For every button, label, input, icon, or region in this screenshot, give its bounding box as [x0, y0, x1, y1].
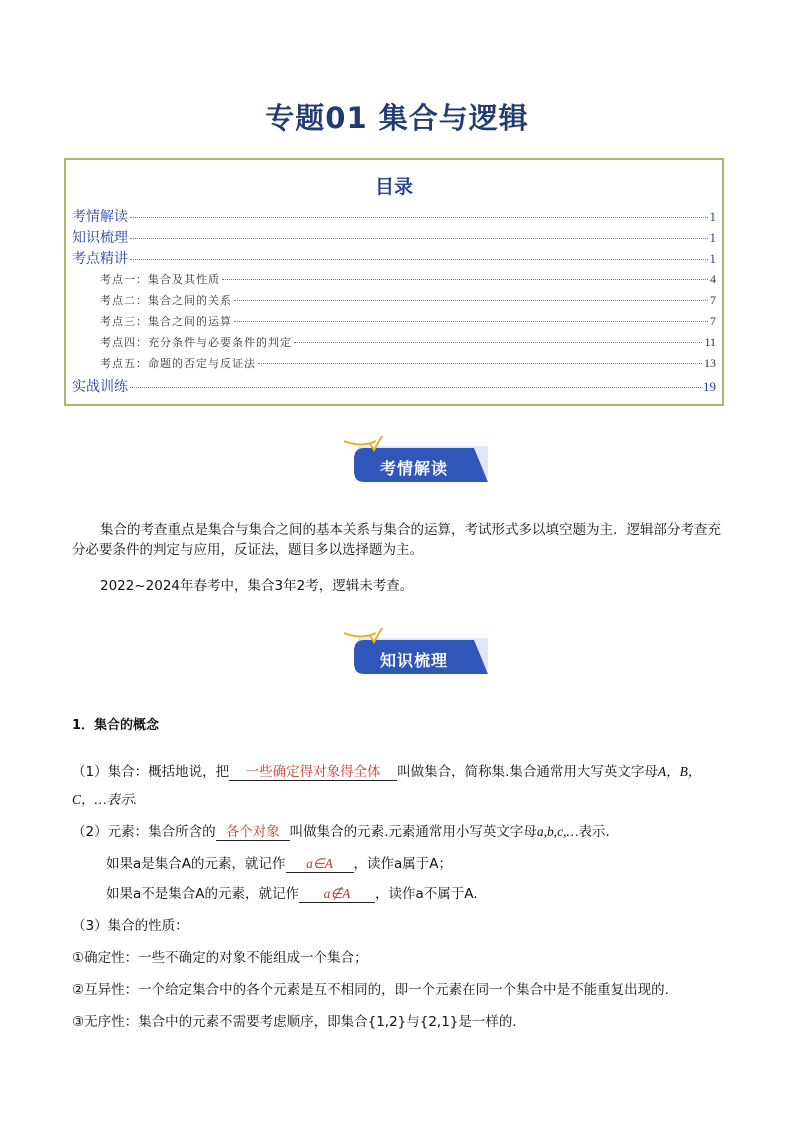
toc-leader	[234, 321, 708, 322]
text: C，…表示.	[72, 792, 137, 807]
toc-item-page: 1	[709, 230, 716, 245]
toc-leader	[294, 342, 702, 343]
toc-item-page: 7	[710, 293, 716, 307]
toc-item-label: 考点二：集合之间的关系	[100, 294, 232, 307]
toc-item-page: 11	[704, 335, 716, 349]
answer-blank: 各个对象	[216, 820, 290, 841]
section-badge-zhishi	[344, 628, 494, 680]
toc-item-label: 考点四：充分条件与必要条件的判定	[100, 336, 292, 349]
toc-item-kaodian-2[interactable]	[100, 292, 716, 308]
toc-leader	[130, 217, 708, 218]
toc-leader	[130, 259, 708, 260]
paragraph-overview: 集合的考查重点是集合与集合之间的基本关系与集合的运算，考试形式多以填空题为主．逻辑部分考查充分必要条件的判定与应用，反证法，题目多以选择题为主。	[72, 522, 721, 558]
toc-item-page: 19	[703, 379, 716, 394]
toc-item-kaodian-1[interactable]	[100, 271, 716, 287]
toc-leader	[222, 279, 708, 280]
toc-item-label: 考点五：命题的否定与反证法	[100, 357, 256, 370]
toc-item-label: 实战训练	[72, 379, 128, 395]
toc-item-label: 考点三：集合之间的运算	[100, 315, 232, 328]
section-badge-kaoqing	[344, 436, 494, 488]
notation-belongs	[106, 852, 452, 873]
badge-label: 知识梳理	[379, 651, 448, 670]
toc-item-kaodian-4[interactable]	[100, 334, 716, 350]
toc-item-kaoqing[interactable]	[72, 206, 716, 226]
toc-item-kaodian-3[interactable]	[100, 313, 716, 329]
property-unordered: ③无序性：集合中的元素不需要考虑顺序，即集合{1,2}与{2,1}是一样的．	[72, 1014, 526, 1030]
toc-leader	[258, 363, 702, 364]
text: ，读作a属于A；	[353, 856, 453, 872]
toc-item-kaodian-5[interactable]	[100, 355, 716, 371]
text: 叫做集合，简称集.集合通常用大写英文字母	[397, 764, 658, 780]
section-heading: 1．集合的概念	[72, 718, 160, 733]
toc-heading: 目录	[374, 176, 413, 198]
text: （2）元素：集合所含的	[72, 824, 216, 840]
answer-blank: a∈A	[286, 856, 354, 873]
text: 叫做集合的元素.元素通常用小写英文字母	[289, 824, 537, 840]
text: 如果a是集合A的元素，就记作	[106, 856, 286, 872]
property-definiteness: ①确定性：一些不确定的对象不能组成一个集合；	[72, 950, 368, 966]
text: ，读作a不属于A.	[375, 886, 478, 902]
text: （1）集合：概括地说，把	[72, 764, 230, 780]
paragraph-exam-stats: 2022~2024年春考中，集合3年2考，逻辑未考查。	[100, 578, 414, 594]
properties-heading: （3）集合的性质：	[72, 918, 189, 934]
property-distinctness: ②互异性：一个给定集合中的各个元素是互不相同的，即一个元素在同一个集合中是不能重复出现的.	[72, 982, 669, 998]
toc-item-shizhan[interactable]	[72, 376, 716, 396]
toc-item-label: 考点精讲	[72, 251, 128, 267]
toc-item-label: 考情解读	[72, 209, 128, 225]
text: 如果a不是集合A的元素，就记作	[106, 886, 300, 902]
page-title: 专题01 集合与逻辑	[265, 101, 529, 135]
toc-leader	[130, 387, 701, 388]
answer-blank: 一些确定得对象得全体	[229, 760, 397, 781]
text: 表示.	[578, 824, 610, 840]
answer-blank: a∉A	[299, 886, 375, 903]
text: A，B，	[657, 764, 702, 779]
toc-item-kaodian[interactable]	[72, 248, 716, 268]
text: a,b,c,…	[536, 824, 579, 839]
toc-leader	[234, 300, 708, 301]
table-of-contents	[64, 158, 724, 406]
toc-item-page: 13	[704, 356, 716, 370]
badge-label: 考情解读	[379, 459, 448, 478]
toc-item-label: 知识梳理	[72, 230, 128, 246]
definition-element	[72, 820, 610, 841]
toc-item-page: 4	[710, 272, 716, 286]
toc-item-page: 1	[709, 251, 716, 266]
toc-item-page: 1	[709, 209, 716, 224]
toc-leader	[130, 238, 708, 239]
toc-item-zhishi[interactable]	[72, 227, 716, 247]
notation-not-belongs	[106, 882, 478, 903]
definition-set	[72, 760, 701, 781]
toc-item-page: 7	[710, 314, 716, 328]
toc-item-label: 考点一：集合及其性质	[100, 273, 220, 286]
definition-set-cont	[72, 788, 137, 808]
